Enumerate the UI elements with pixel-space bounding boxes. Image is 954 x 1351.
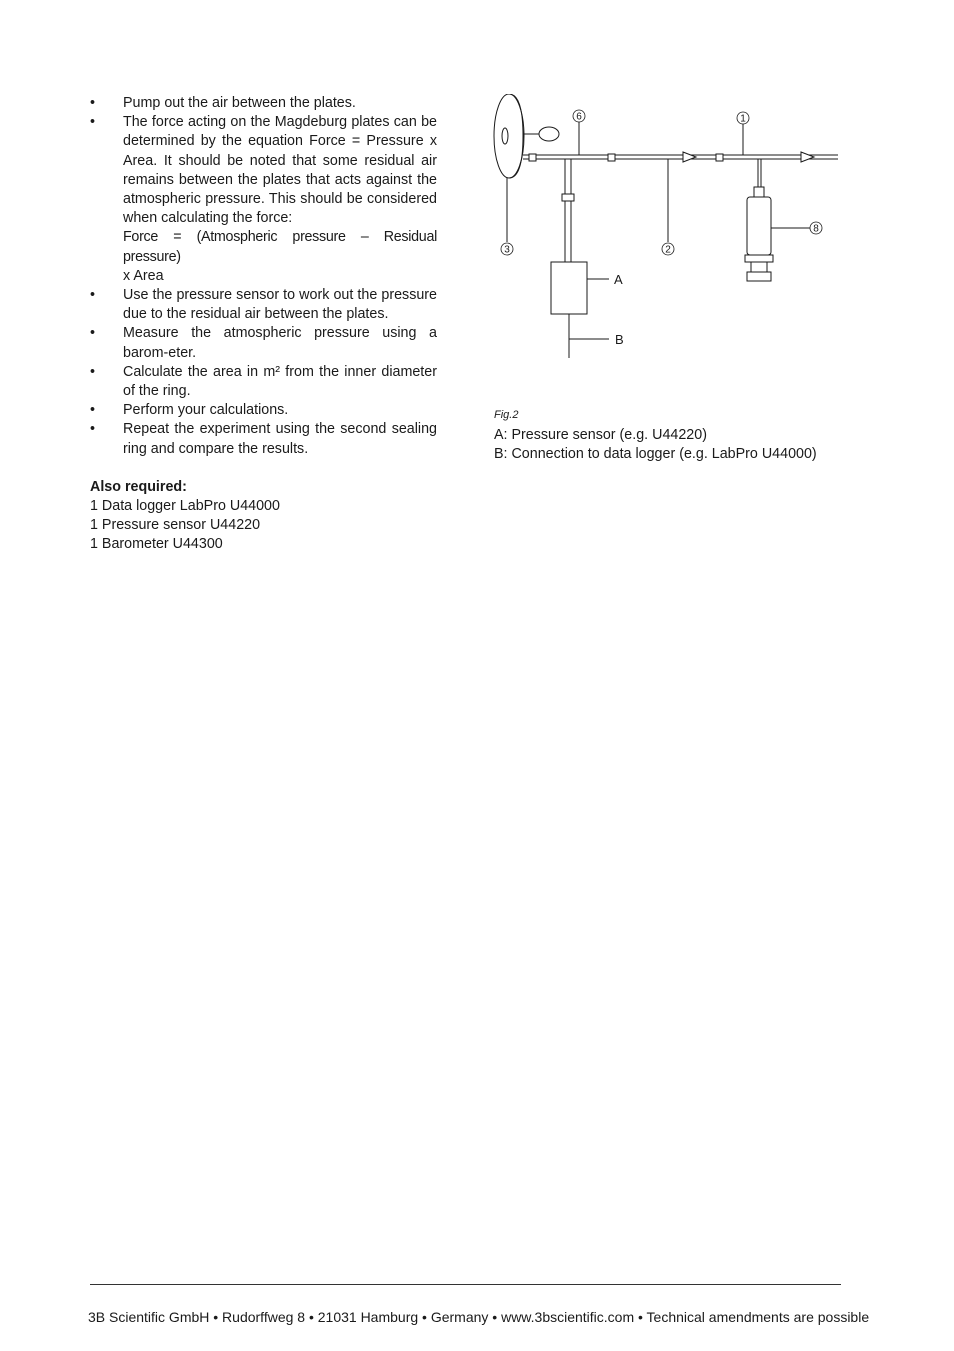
list-item xyxy=(90,94,437,113)
instruction-text: The force acting on the Magdeburg plates can be determined by the equation Force = Pressure x Area. It should be noted that some residual air remains between the plates that acts against the atmospheric pressure. This should be considered when calculating the force: xyxy=(123,114,437,227)
valve-arrow xyxy=(683,152,696,162)
legend-a: A: Pressure sensor (e.g. U44220) xyxy=(494,427,707,443)
apparatus-diagram xyxy=(493,94,843,374)
list-item xyxy=(90,286,437,324)
instructions-column xyxy=(90,94,437,555)
bullet-icon: • xyxy=(90,363,96,380)
instruction-text: Pump out the air between the plates. xyxy=(123,95,356,111)
instruction-text: Calculate the area in m² from the inner diameter of the ring. xyxy=(123,363,437,400)
instruction-text: Perform your calculations. xyxy=(123,402,289,419)
bullet-icon: • xyxy=(90,421,96,438)
callout-2: 2 xyxy=(665,244,671,256)
required-item: 1 Data logger LabPro U44000 xyxy=(90,498,280,515)
pressure-sensor-a xyxy=(551,262,587,314)
footer-text: 3B Scientific GmbH • Rudorffweg 8 • 21031 Hamburg • Germany • www.3bscientific.com • Technical amendments are possible xyxy=(88,1309,870,1325)
instruction-text: Measure the atmospheric pressure using a barom-eter. xyxy=(123,325,437,361)
list-item xyxy=(90,401,437,420)
tube-clamp xyxy=(562,194,574,201)
callout-8: 8 xyxy=(813,223,819,235)
figure-caption-block xyxy=(494,408,817,464)
bullet-icon: • xyxy=(90,95,96,111)
callout-1: 1 xyxy=(740,113,746,125)
bullet-icon: • xyxy=(90,325,96,342)
hand-pump xyxy=(747,197,771,255)
list-item xyxy=(90,324,437,362)
bullet-icon: • xyxy=(90,402,96,419)
also-required-section xyxy=(90,478,437,555)
required-item: 1 Barometer U44300 xyxy=(90,536,223,553)
label-a: A xyxy=(614,272,623,287)
plate-handle xyxy=(539,127,559,141)
callout-6: 6 xyxy=(576,111,582,123)
instruction-text: Use the pressure sensor to work out the pressure due to the residual air between the plates. xyxy=(123,287,437,323)
list-item xyxy=(90,420,437,458)
valve-arrow xyxy=(801,152,814,162)
figure-caption: Fig.2 xyxy=(494,409,519,421)
list-item xyxy=(90,113,437,286)
magdeburg-plate xyxy=(494,94,524,178)
connector xyxy=(529,154,536,161)
bullet-icon: • xyxy=(90,114,96,131)
force-equation: Force = (Atmospheric pressure – Residual pressure) xyxy=(123,229,437,265)
instruction-text: Repeat the experiment using the second sealing ring and compare the results. xyxy=(123,421,437,457)
required-item: 1 Pressure sensor U44220 xyxy=(90,517,261,534)
apparatus-drawing xyxy=(493,94,843,374)
label-b: B xyxy=(615,332,624,347)
connector xyxy=(608,154,615,161)
also-required-heading: Also required: xyxy=(90,478,187,495)
legend-b: B: Connection to data logger (e.g. LabPro U44000) xyxy=(494,446,817,463)
callout-3: 3 xyxy=(504,244,510,256)
instruction-list xyxy=(90,94,437,459)
force-equation-cont: x Area xyxy=(123,267,164,284)
bullet-icon: • xyxy=(90,287,96,304)
footer-divider xyxy=(90,1284,841,1285)
list-item xyxy=(90,363,437,401)
connector xyxy=(716,154,723,161)
